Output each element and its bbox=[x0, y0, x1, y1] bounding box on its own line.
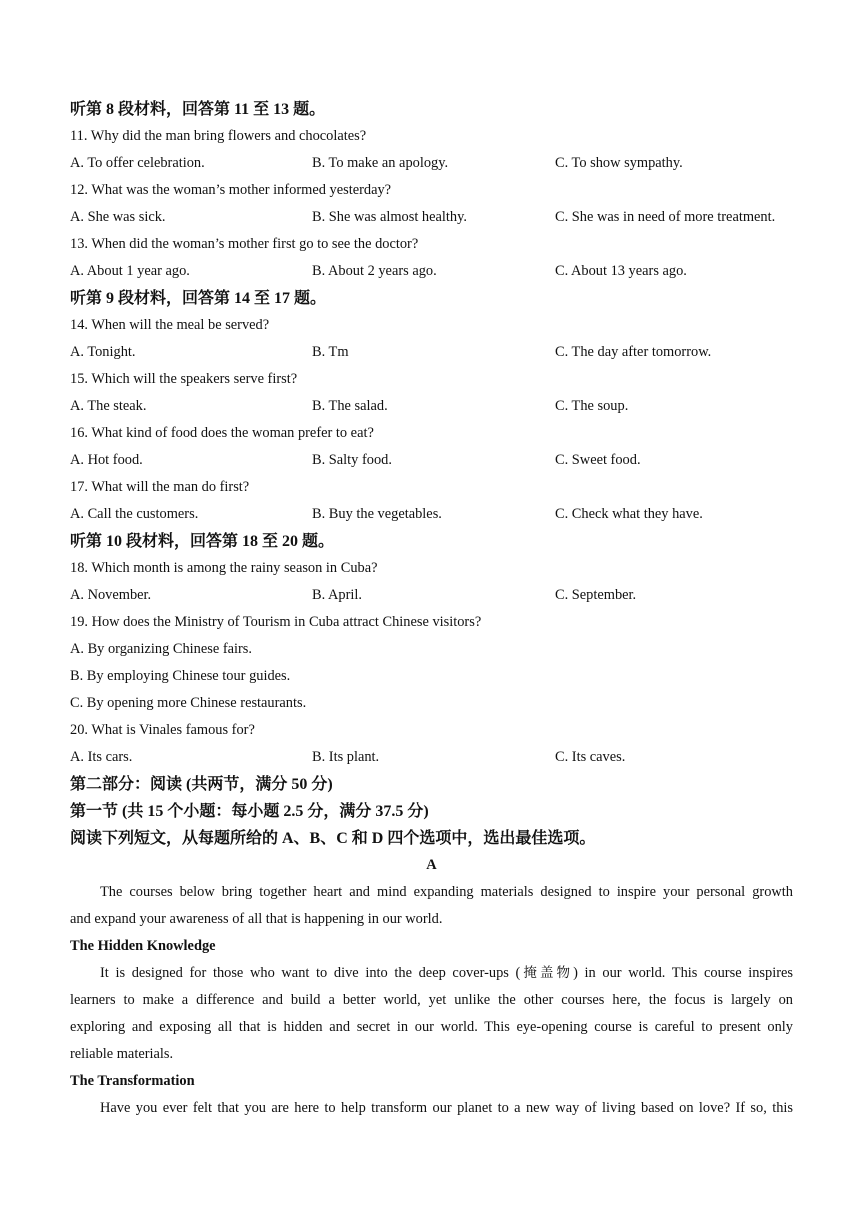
option-b: B. She was almost healthy. bbox=[312, 209, 467, 225]
option-a: A. By organizing Chinese fairs. bbox=[70, 641, 252, 657]
passage-intro-line-2: and expand your awareness of all that is happening in our world. bbox=[70, 911, 443, 927]
chinese-gloss: 掩盖物 bbox=[520, 965, 574, 981]
option-c: C. September. bbox=[555, 587, 637, 603]
option-b: B. Its plant. bbox=[312, 749, 380, 765]
option-a: A. Tonight. bbox=[70, 344, 136, 360]
option-c: C. By opening more Chinese restaurants. bbox=[70, 695, 307, 711]
option-b: B. About 2 years ago. bbox=[312, 263, 437, 279]
option-b: B. April. bbox=[312, 587, 362, 603]
options-17 bbox=[70, 501, 793, 528]
option-c: C. She was in need of more treatment. bbox=[555, 209, 776, 225]
question-17: 17. What will the man do first? bbox=[70, 479, 250, 495]
question-13: 13. When did the woman’s mother first go to see the doctor? bbox=[70, 236, 419, 252]
option-c: C. Its caves. bbox=[555, 749, 626, 765]
option-c: C. About 13 years ago. bbox=[555, 263, 687, 279]
options-15 bbox=[70, 393, 793, 420]
question-11: 11. Why did the man bring flowers and chocolates? bbox=[70, 128, 367, 144]
options-20 bbox=[70, 744, 793, 771]
course-text-part: ) in our world. This course inspires bbox=[573, 965, 794, 981]
course-heading-hidden-knowledge: The Hidden Knowledge bbox=[70, 938, 216, 954]
options-11 bbox=[70, 150, 793, 177]
passage-letter: A bbox=[426, 857, 437, 873]
option-a: A. November. bbox=[70, 587, 152, 603]
option-a: A. The steak. bbox=[70, 398, 147, 414]
course-text-line-1 bbox=[70, 960, 793, 987]
option-b: B. Tm bbox=[312, 344, 349, 360]
option-c: C. Sweet food. bbox=[555, 452, 641, 468]
section-header-10: 听第 10 段材料，回答第 18 至 20 题。 bbox=[70, 533, 335, 550]
exam-page bbox=[70, 96, 793, 1122]
course-text-line-4: reliable materials. bbox=[70, 1046, 174, 1062]
reading-instructions: 阅读下列短文，从每题所给的 A、B、C 和 D 四个选项中，选出最佳选项。 bbox=[70, 830, 596, 847]
section-header-9: 听第 9 段材料，回答第 14 至 17 题。 bbox=[70, 290, 327, 307]
course-text-line-3: exploring and exposing all that is hidden and secret in our world. This eye-opening course is careful to present only bbox=[70, 1019, 793, 1035]
options-18 bbox=[70, 582, 793, 609]
options-14 bbox=[70, 339, 793, 366]
option-c: C. Check what they have. bbox=[555, 506, 703, 522]
course-heading-transformation: The Transformation bbox=[70, 1073, 195, 1089]
question-15: 15. Which will the speakers serve first? bbox=[70, 371, 298, 387]
option-b: B. To make an apology. bbox=[312, 155, 449, 171]
option-c: C. The soup. bbox=[555, 398, 629, 414]
option-b: B. By employing Chinese tour guides. bbox=[70, 668, 291, 684]
course-text-line-2: learners to make a difference and build a better world, yet unlike the other courses here, the focus is largely on bbox=[70, 992, 793, 1008]
question-14: 14. When will the meal be served? bbox=[70, 317, 270, 333]
question-16: 16. What kind of food does the woman prefer to eat? bbox=[70, 425, 374, 441]
option-a: A. Hot food. bbox=[70, 452, 143, 468]
option-b: B. The salad. bbox=[312, 398, 388, 414]
course-text-part: It is designed for those who want to dive into the deep cover-ups ( bbox=[100, 965, 521, 981]
option-c: C. The day after tomorrow. bbox=[555, 344, 712, 360]
options-12 bbox=[70, 204, 793, 231]
course-text-transformation: Have you ever felt that you are here to help transform our planet to a new way of living based on love? If so, this bbox=[100, 1100, 793, 1116]
question-19: 19. How does the Ministry of Tourism in Cuba attract Chinese visitors? bbox=[70, 614, 482, 630]
option-a: A. Call the customers. bbox=[70, 506, 199, 522]
section-header-8: 听第 8 段材料，回答第 11 至 13 题。 bbox=[70, 101, 326, 118]
option-b: B. Buy the vegetables. bbox=[312, 506, 442, 522]
option-a: A. Its cars. bbox=[70, 749, 133, 765]
options-13 bbox=[70, 258, 793, 285]
part-two-header: 第二部分：阅读 (共两节，满分 50 分) bbox=[70, 776, 333, 793]
options-16 bbox=[70, 447, 793, 474]
section-one-header: 第一节 (共 15 个小题：每小题 2.5 分，满分 37.5 分) bbox=[70, 803, 429, 820]
option-a: A. About 1 year ago. bbox=[70, 263, 190, 279]
question-20: 20. What is Vinales famous for? bbox=[70, 722, 255, 738]
question-12: 12. What was the woman’s mother informed yesterday? bbox=[70, 182, 392, 198]
option-a: A. To offer celebration. bbox=[70, 155, 205, 171]
passage-intro-line-1: The courses below bring together heart and mind expanding materials designed to inspire your personal growth bbox=[100, 884, 793, 900]
option-a: A. She was sick. bbox=[70, 209, 166, 225]
option-c: C. To show sympathy. bbox=[555, 155, 683, 171]
question-18: 18. Which month is among the rainy season in Cuba? bbox=[70, 560, 378, 576]
option-b: B. Salty food. bbox=[312, 452, 392, 468]
